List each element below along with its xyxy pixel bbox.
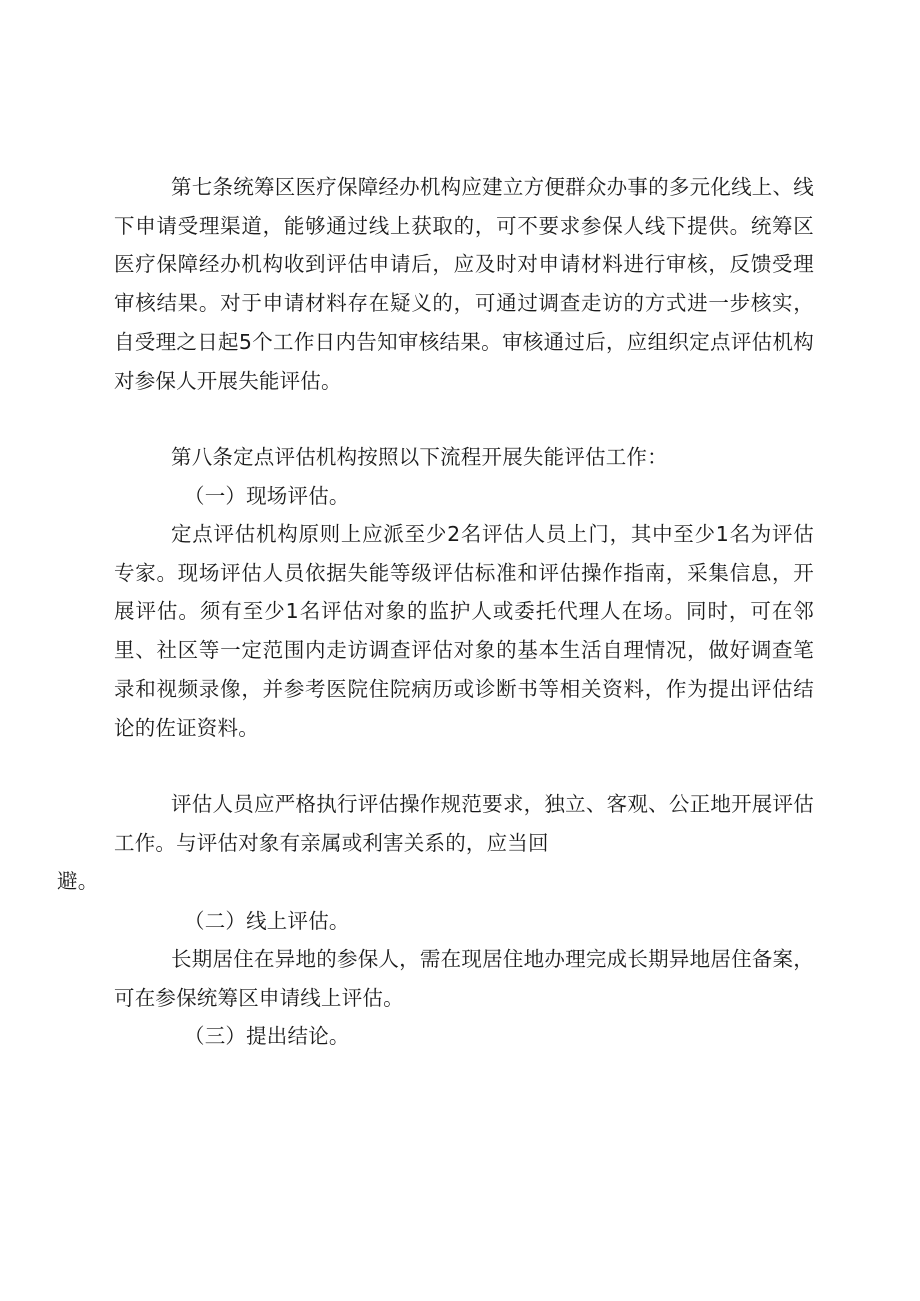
evaluator-conduct-text: 评估人员应严格执行评估操作规范要求，独立、客观、公正地开展评估工作。与评估对象有亲属或利害关系的，应当回	[114, 792, 814, 855]
article-7-paragraph: 第七条统筹区医疗保障经办机构应建立方便群众办事的多元化线上、线下申请受理渠道，能够通过线上获取的，可不要求参保人线下提供。统筹区医疗保障经办机构收到评估申请后，应及时对申请材料进行审核，反馈受理审核结果。对于申请材料存在疑义的，可通过调查走访的方式进一步核实，自受理之日起5个工作日内告知审核结果。审核通过后，应组织定点评估机构对参保人开展失能评估。	[114, 175, 814, 393]
article-8-paragraph: 第八条定点评估机构按照以下流程开展失能评估工作：	[171, 445, 668, 469]
online-assessment-paragraph: 长期居住在异地的参保人，需在现居住地办理完成长期异地居住备案，可在参保统筹区申请线上评估。	[114, 947, 814, 1010]
section-heading-onsite: （一）现场评估。	[184, 484, 350, 508]
evaluator-conduct-tail: 避。	[57, 869, 99, 894]
section-heading-online: （二）线上评估。	[184, 909, 350, 933]
section-heading-conclusion: （三）提出结论。	[184, 1024, 350, 1048]
evaluator-conduct-paragraph	[57, 785, 814, 901]
onsite-assessment-paragraph: 定点评估机构原则上应派至少2名评估人员上门，其中至少1名为评估专家。现场评估人员依据失能等级评估标准和评估操作指南，采集信息，开展评估。须有至少1名评估对象的监护人或委托代理人在场。同时，可在邻里、社区等一定范围内走访调查评估对象的基本生活自理情况，做好调查笔录和视频录像，并参考医院住院病历或诊断书等相关资料，作为提出评估结论的佐证资料。	[114, 522, 814, 740]
